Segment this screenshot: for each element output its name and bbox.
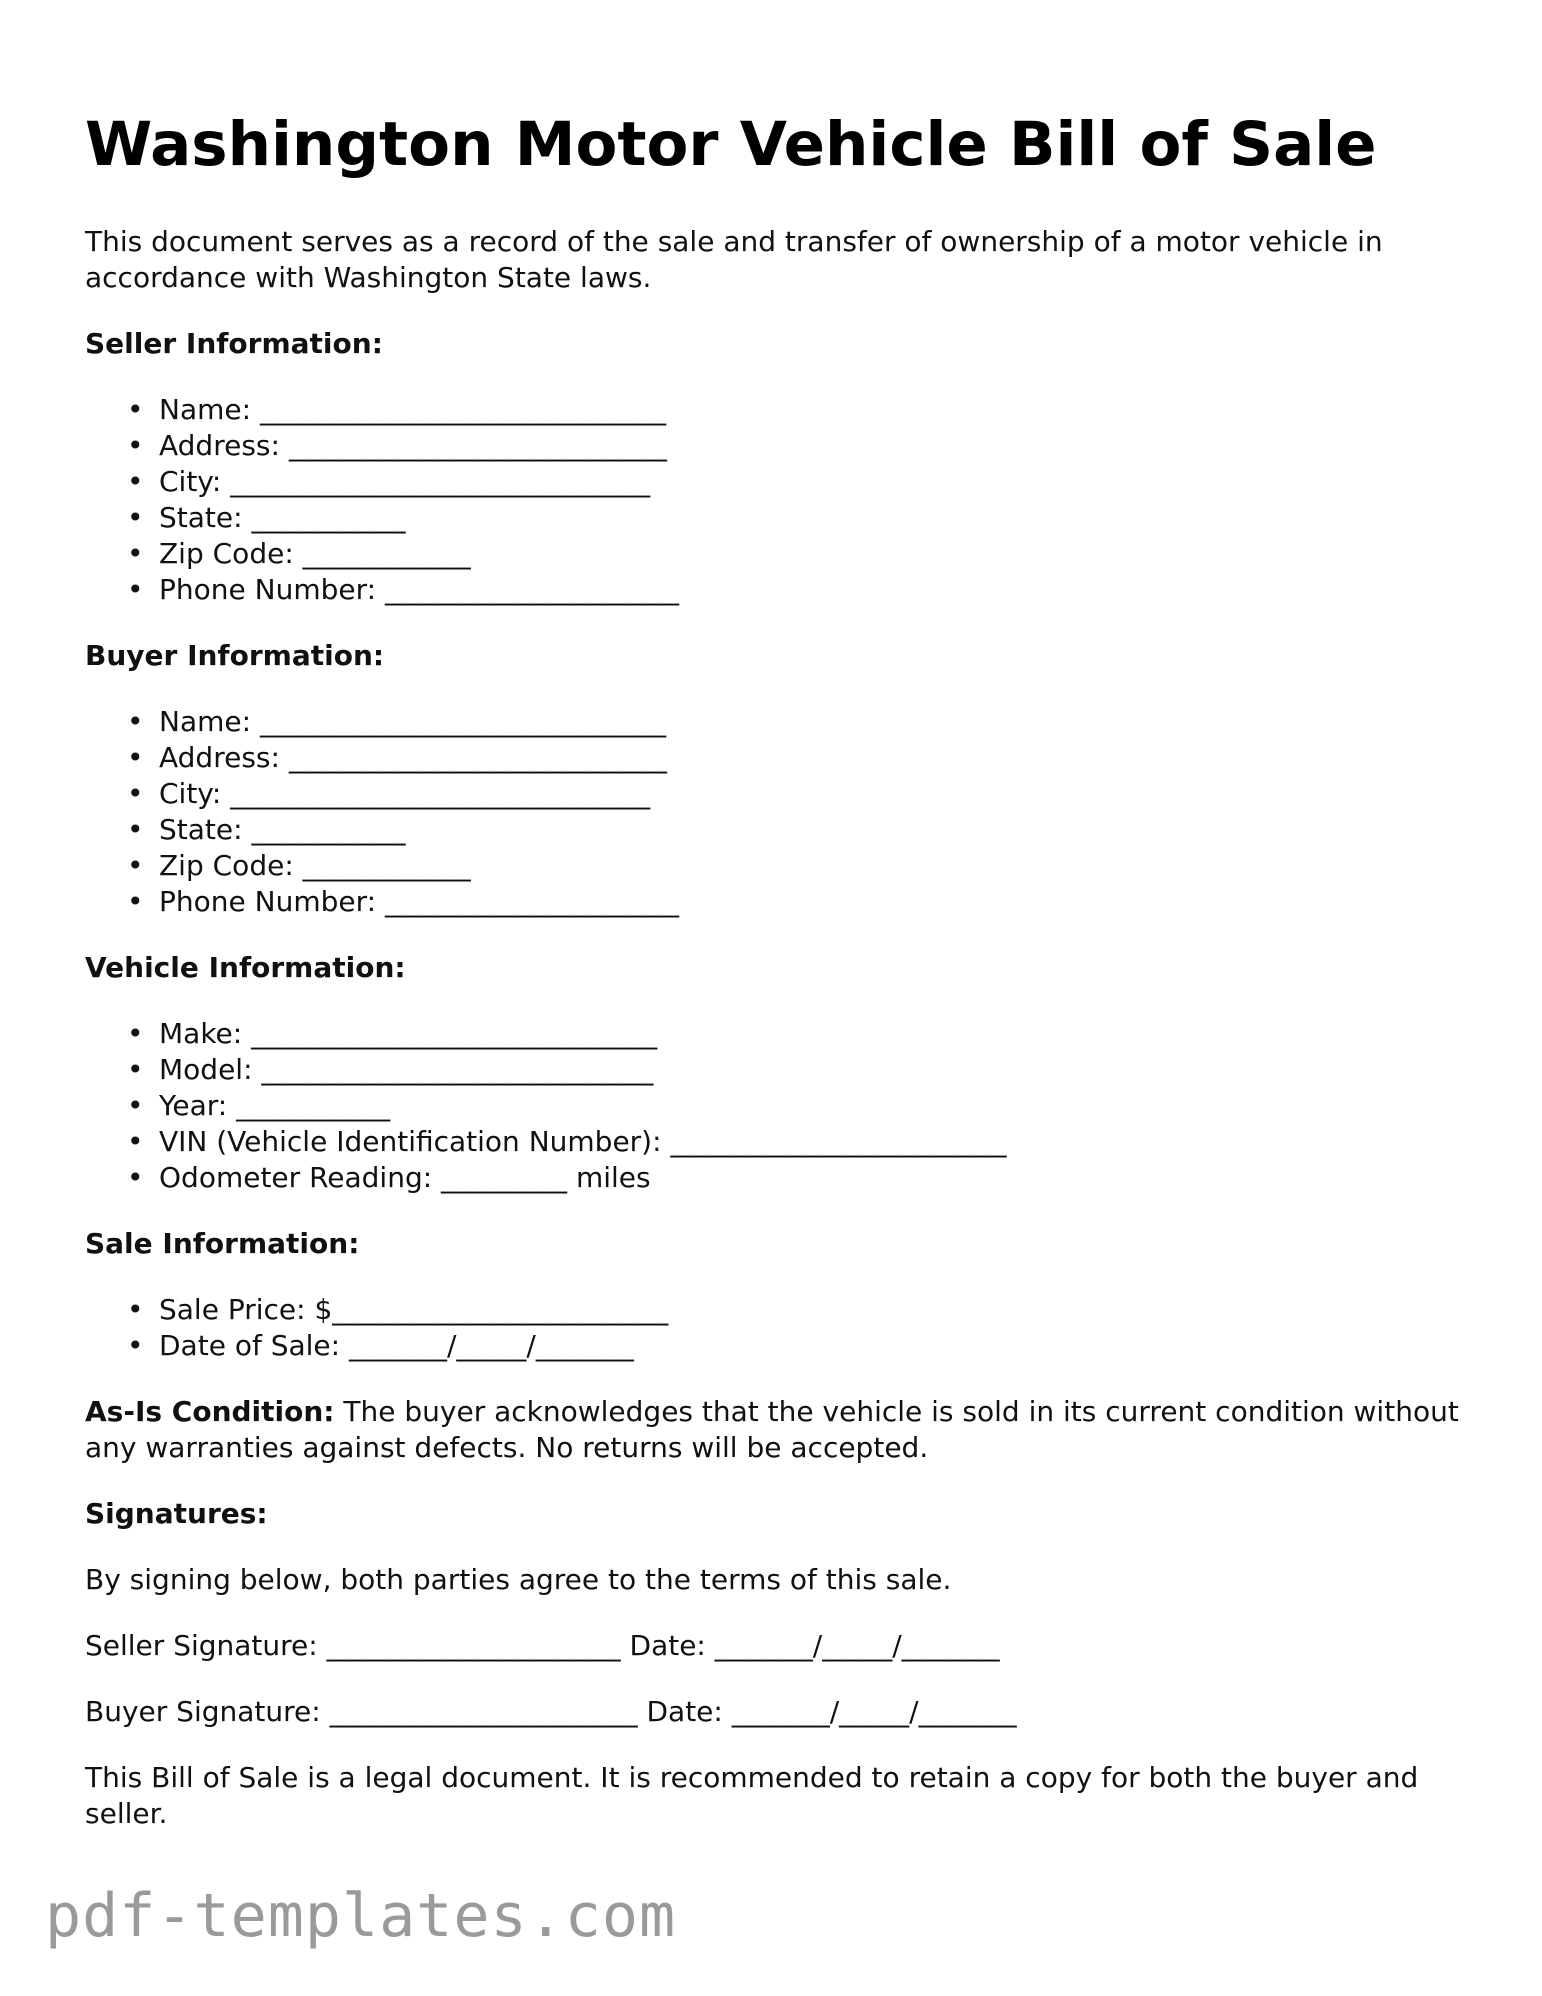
bullet-icon: • [127,741,144,774]
seller-zip-field: Zip Code: ____________ [159,537,471,570]
list-item [127,812,1465,848]
bullet-icon: • [127,1161,144,1194]
seller-city-field: City: ______________________________ [159,465,651,498]
buyer-signature-line: Buyer Signature: ______________________ Date: _______/_____/_______ [85,1695,1017,1728]
bullet-icon: • [127,1017,144,1050]
seller-list [85,392,1465,608]
bullet-icon: • [127,813,144,846]
seller-heading: Seller Information: [85,327,383,360]
signatures-intro: By signing below, both parties agree to the terms of this sale. [85,1563,952,1596]
seller-phone-field: Phone Number: _____________________ [159,573,679,606]
closing-paragraph: This Bill of Sale is a legal document. It is recommended to retain a copy for both the buyer and seller. [85,1761,1419,1830]
bullet-icon: • [127,429,144,462]
bullet-icon: • [127,849,144,882]
list-item [127,392,1465,428]
sale-date-field: Date of Sale: _______/_____/_______ [159,1329,634,1362]
sale-heading: Sale Information: [85,1227,360,1260]
buyer-phone-field: Phone Number: _____________________ [159,885,679,918]
vehicle-model-field: Model: ____________________________ [159,1053,654,1086]
list-item [127,1124,1465,1160]
document-page [85,100,1465,1832]
intro-paragraph: This document serves as a record of the sale and transfer of ownership of a motor vehicle in accordance with Washington State laws. [85,225,1383,294]
bullet-icon: • [127,1089,144,1122]
list-item [127,1328,1465,1364]
list-item [127,740,1465,776]
buyer-name-field: Name: _____________________________ [159,705,666,738]
list-item [127,536,1465,572]
bullet-icon: • [127,1329,144,1362]
buyer-zip-field: Zip Code: ____________ [159,849,471,882]
list-item [127,1016,1465,1052]
bullet-icon: • [127,573,144,606]
bullet-icon: • [127,393,144,426]
list-item [127,1088,1465,1124]
as-is-label: As-Is Condition: [85,1395,335,1428]
vehicle-odometer-field: Odometer Reading: _________ miles [159,1161,651,1194]
as-is-paragraph [85,1394,1465,1466]
bullet-icon: • [127,465,144,498]
vehicle-list [85,1016,1465,1196]
list-item [127,776,1465,812]
buyer-list [85,704,1465,920]
bullet-icon: • [127,777,144,810]
buyer-address-field: Address: ___________________________ [159,741,667,774]
buyer-heading: Buyer Information: [85,639,385,672]
seller-name-field: Name: _____________________________ [159,393,666,426]
list-item [127,848,1465,884]
watermark: pdf-templates.com [45,1881,677,1951]
seller-signature-line: Seller Signature: _____________________ Date: _______/_____/_______ [85,1629,1000,1662]
list-item [127,572,1465,608]
bullet-icon: • [127,1125,144,1158]
vehicle-vin-field: VIN (Vehicle Identification Number): ________________________ [159,1125,1007,1158]
bullet-icon: • [127,1053,144,1086]
seller-address-field: Address: ___________________________ [159,429,667,462]
as-is-text: The buyer acknowledges that the vehicle is sold in its current condition without any warranties against defects. No returns will be accepted. [85,1395,1459,1464]
bullet-icon: • [127,537,144,570]
document-title: Washington Motor Vehicle Bill of Sale [85,109,1377,180]
vehicle-year-field: Year: ___________ [159,1089,391,1122]
vehicle-make-field: Make: _____________________________ [159,1017,658,1050]
signatures-heading: Signatures: [85,1497,268,1530]
list-item [127,428,1465,464]
buyer-city-field: City: ______________________________ [159,777,651,810]
list-item [127,464,1465,500]
sale-list [85,1292,1465,1364]
list-item [127,884,1465,920]
list-item [127,500,1465,536]
bullet-icon: • [127,501,144,534]
bullet-icon: • [127,885,144,918]
sale-price-field: Sale Price: $________________________ [159,1293,669,1326]
seller-state-field: State: ___________ [159,501,406,534]
list-item [127,1160,1465,1196]
list-item [127,1292,1465,1328]
list-item [127,1052,1465,1088]
buyer-state-field: State: ___________ [159,813,406,846]
bullet-icon: • [127,705,144,738]
vehicle-heading: Vehicle Information: [85,951,406,984]
bullet-icon: • [127,1293,144,1326]
list-item [127,704,1465,740]
